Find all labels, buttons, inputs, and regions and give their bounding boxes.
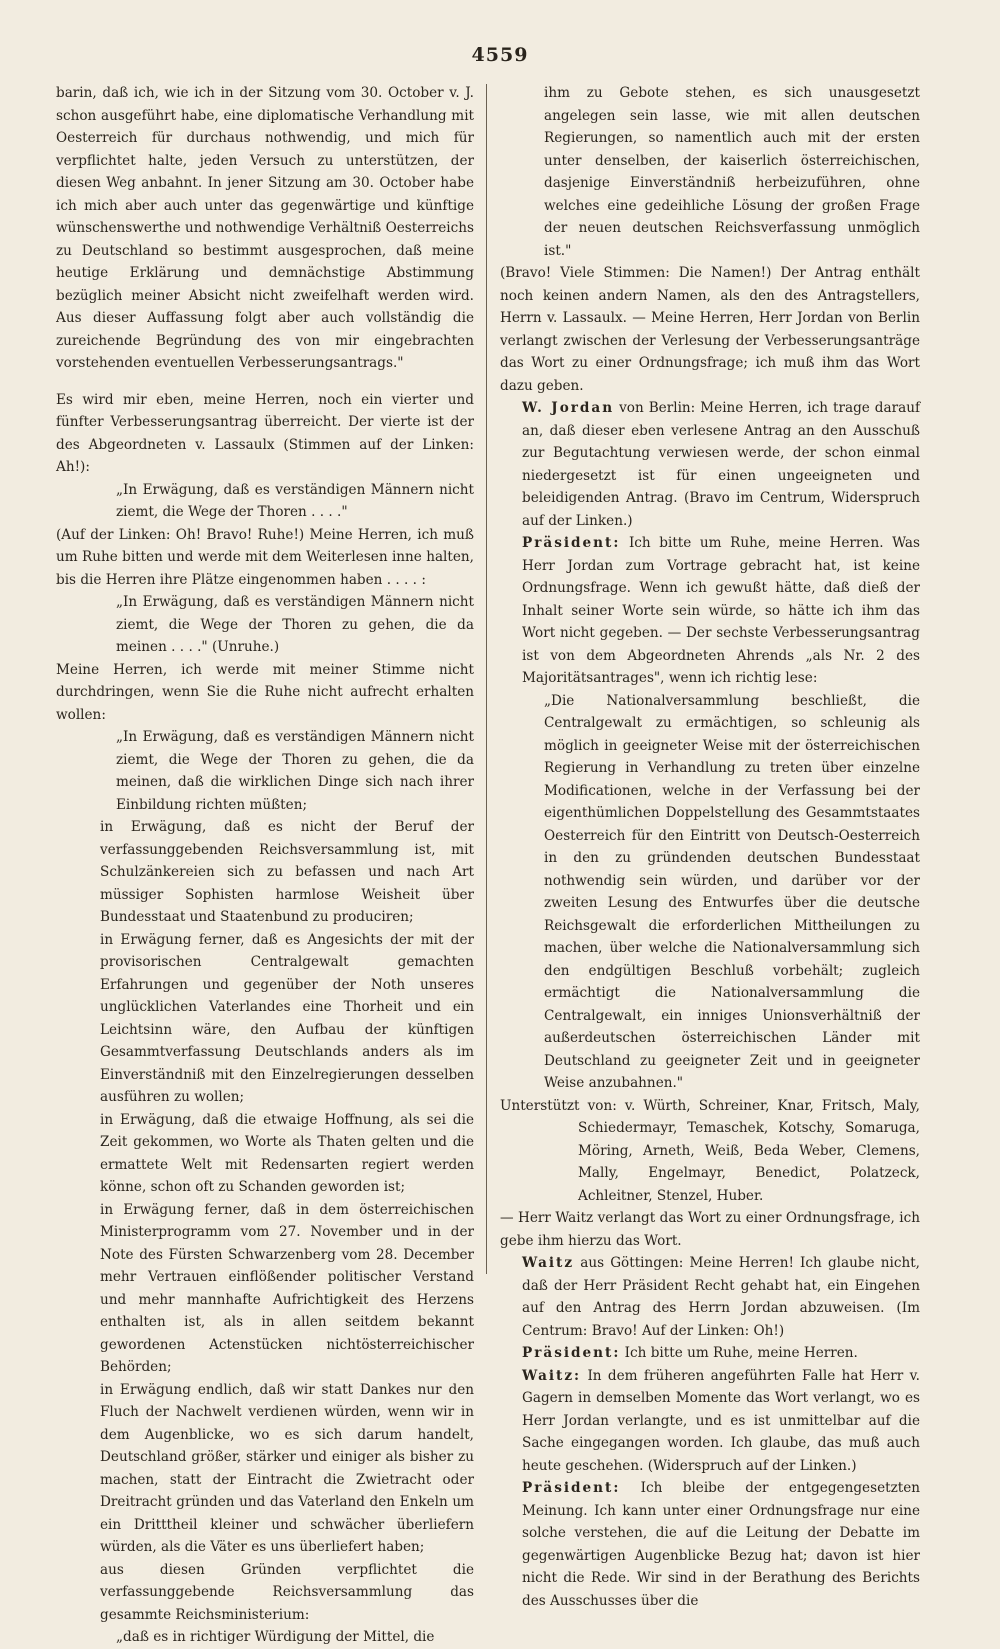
speech-text: aus Göttingen: Meine Herren! Ich glaube nicht, daß der Herr Präsident Recht gehabt hat, ein Eingehen auf den Antrag des Herrn Jordan abzuweisen. (Im Centrum: Bravo! Auf der Linken: Oh!) [522, 1255, 920, 1339]
speaker-name: Präsident: [522, 1345, 621, 1361]
speaker-name: Waitz [522, 1255, 575, 1271]
motion-clause: „daß es in richtiger Würdigung der Mittel, die [116, 1629, 435, 1645]
speech-text: Ich bleibe der entgegengesetzten Meinung. Ich kann unter einer Ordnungsfrage nur eine solche verstehen, die auf die Leitung der Debatte im gegenwärtigen Augenblicke Bezug hat; davon ist hier nicht die Rede. Wir sind in der Berathung des Berichts des Ausschusses über die [522, 1480, 920, 1609]
speech-text: Ich bitte um Ruhe, meine Herren. Was Herr Jordan zum Vortrage gebracht hat, ist keine Ordnungsfrage. Wenn ich gewußt hätte, daß dieß der Inhalt seiner Worte sein würde, so hätte ich ihm das Wort nicht gegeben. — Der sechste Verbesserungsantrag ist von dem Abgeordneten Ahrends „als Nr. 2 des Majoritätsantrages", wenn ich richtig lese: [522, 535, 920, 686]
speaker-name: Präsident: [522, 535, 621, 551]
motion-clause: in Erwägung, daß die etwaige Hoffnung, als sei die Zeit gekommen, wo Worte als Thaten gelten und die ermattete Welt mit Redensarten regiert werden könne, schon oft zu Schanden geworden ist; [100, 1111, 474, 1195]
motion-clause: in Erwägung ferner, daß in dem österreichischen Ministerprogramm vom 27. November und in der Note des Fürsten Schwarzenberg vom 28. December mehr Vertrauen einflößender politischer Verstand und mehr mannhafte Aufrichtigkeit des Herzens enthalten ist, als in allen seitdem bekannt gewordenen Actenstücken nichtösterreichischer Behörden; [100, 1201, 474, 1375]
motion-clause: ihm zu Gebote stehen, es sich unausgesetzt angelegen sein lasse, wie mit allen deutschen Regierungen, so namentlich auch mit der ersten unter denselben, der kaiserlich österreichischen, dasjenige Einverständniß herbeizuführen, ohne welches eine gedeihliche Lösung der großen Frage der neuen deutschen Reichsverfassung unmöglich ist." [544, 85, 920, 259]
paragraph: — Herr Waitz verlangt das Wort zu einer Ordnungsfrage, ich gebe ihm hierzu das Wort. [500, 1210, 920, 1249]
page-number: 4559 [471, 44, 529, 66]
motion-clause: aus diesen Gründen verpflichtet die verfassunggebende Reichsversammlung das gesammte Reichsministerium: [100, 1561, 474, 1623]
paragraph: (Bravo! Viele Stimmen: Die Namen!) Der Antrag enthält noch keinen andern Namen, als den des Antragstellers, Herrn v. Lassaulx. — Meine Herren, Herr Jordan von Berlin verlangt zwischen der Verlesung der Verbesserungsanträge das Wort zu einer Ordnungsfrage; ich muß ihm das Wort dazu geben. [500, 265, 920, 394]
right-column [500, 82, 920, 1609]
motion-clause: in Erwägung ferner, daß es Angesichts der mit der provisorischen Centralgewalt gemachten Erfahrungen und gegenüber der Noth unseres unglücklichen Vaterlandes eine Thorheit und ein Leichtsinn wäre, den Aufbau der künftigen Gesammtverfassung Deutschlands anders als im Einverständniß mit den Einzelregierungen desselben ausführen zu wollen; [100, 931, 474, 1105]
paragraph: Es wird mir eben, meine Herren, noch ein vierter und fünfter Verbesserungsantrag überreicht. Der vierte ist der des Abgeordneten v. Lassaulx (Stimmen auf der Linken: Ah!): [56, 391, 474, 475]
column-divider [486, 84, 487, 1274]
motion-text: „Die Nationalversammlung beschließt, die Centralgewalt zu ermächtigen, so schleunig als möglich in geeigneter Weise mit der österreichischen Regierung in Verhandlung zu treten über einzelne Modificationen, welche in der Verfassung bei der eigenthümlichen Doppelstellung des Gesammtstaates Oesterreich für den Eintritt von Deutsch-Oesterreich in den zu gründenden deutschen Bundesstaat nothwendig sein würden, und darüber vor der zweiten Lesung des Entwurfes über die deutsche Reichsgewalt die erforderlichen Mittheilungen zu machen, über welche die Nationalversammlung sich den endgültigen Beschluß vorbehält; zugleich ermächtigt die Nationalversammlung die Centralgewalt, ein inniges Unionsverhältniß der außerdeutschen österreichischen Länder mit Deutschland zu geeigneter Zeit und in geeigneter Weise anzubahnen." [544, 692, 920, 1091]
supporters-list: Unterstützt von: v. Würth, Schreiner, Knar, Fritsch, Maly, Schiedermayr, Temaschek, Kotschy, Somaruga, Möring, Arneth, Weiß, Beda Weber, Clemens, Mally, Engelmayr, Benedict, Polatzeck, Achleitner, Stenzel, Huber. [500, 1097, 920, 1204]
motion-clause: „In Erwägung, daß es verständigen Männern nicht ziemt, die Wege der Thoren zu gehen, die da meinen, daß die wirklichen Dinge sich nach ihrer Einbildung richten müßten; [116, 729, 474, 813]
paragraph: (Auf der Linken: Oh! Bravo! Ruhe!) Meine Herren, ich muß um Ruhe bitten und werde mit dem Weiterlesen inne halten, bis die Herren ihre Plätze eingenommen haben . . . . : [56, 526, 474, 588]
motion-clause: in Erwägung, daß es nicht der Beruf der verfassunggebenden Reichsversammlung ist, mit Schulzänkereien sich zu befassen und nach Art müssiger Sophisten harmlose Weisheit über Bundesstaat und Staatenbund zu produciren; [100, 819, 474, 925]
speech-text: In dem früheren angeführten Falle hat Herr v. Gagern in demselben Momente das Wort verlangt, wo es Herr Jordan verlangte, und es ist unmittelbar auf die Sache eingegangen worden. Ich glaube, das muß auch heute geschehen. (Widerspruch auf der Linken.) [522, 1367, 920, 1474]
paragraph: Meine Herren, ich werde mit meiner Stimme nicht durchdringen, wenn Sie die Ruhe nicht aufrecht erhalten wollen: [56, 661, 474, 723]
quote-line: „In Erwägung, daß es verständigen Männern nicht ziemt, die Wege der Thoren . . . ." [116, 481, 474, 520]
speech-paragraph [500, 1365, 920, 1478]
speaker-name: Präsident: [522, 1480, 621, 1496]
speaker-name: Waitz: [522, 1367, 582, 1384]
motion-clause: in Erwägung endlich, daß wir statt Dankes nur den Fluch der Nachwelt verdienen würden, wenn wir in dem Augenblicke, wo es sich darum handelt, Deutschland größer, stärker und einiger als bisher zu machen, statt der Eintracht die Zwietracht oder Dreitracht gründen und das Vaterland den Enkeln um ein Dritttheil kleiner und schwächer überliefern würden, als die Väter es uns überliefert haben; [100, 1381, 474, 1555]
quote-line: „In Erwägung, daß es verständigen Männern nicht ziemt, die Wege der Thoren zu gehen, die da meinen . . . ." (Unruhe.) [116, 594, 474, 655]
left-column [56, 82, 474, 1645]
paragraph: barin, daß ich, wie ich in der Sitzung vom 30. October v. J. schon ausgeführt habe, eine diplomatische Verhandlung mit Oesterreich für durchaus nothwendig, und mich für verpflichtet halte, jeden Versuch zu unterstützen, der diesen Weg anbahnt. In jener Sitzung am 30. October habe ich mich aber auch unter das gegenwärtige und künftige wünschenswerthe und nothwendige Verhältniß Oesterreichs zu Deutschland so bestimmt ausgesprochen, daß meine heutige Erklärung und demnächstige Abstimmung bezüglich meiner Absicht nicht zweifelhaft werden wird. Aus dieser Auffassung folgt aber auch vollständig die zureichende Begründung des von mir eingebrachten vorstehenden eventuellen Verbesserungsantrags." [56, 85, 474, 371]
speech-paragraph [500, 1342, 920, 1365]
speech-text: Ich bitte um Ruhe, meine Herren. [620, 1345, 858, 1361]
speech-paragraph [500, 1477, 920, 1612]
speaker-name: W. Jordan [522, 400, 615, 416]
speech-paragraph [500, 397, 920, 532]
speech-paragraph [500, 1252, 920, 1342]
speech-paragraph [500, 532, 920, 690]
speech-text: von Berlin: Meine Herren, ich trage darauf an, daß dieser eben verlesene Antrag an den Ausschuß zur Begutachtung verwiesen werde, der schon einmal niedergesetzt ist für einen ungeeigneten und beleidigenden Antrag. (Bravo im Centrum, Widerspruch auf der Linken.) [522, 400, 920, 529]
